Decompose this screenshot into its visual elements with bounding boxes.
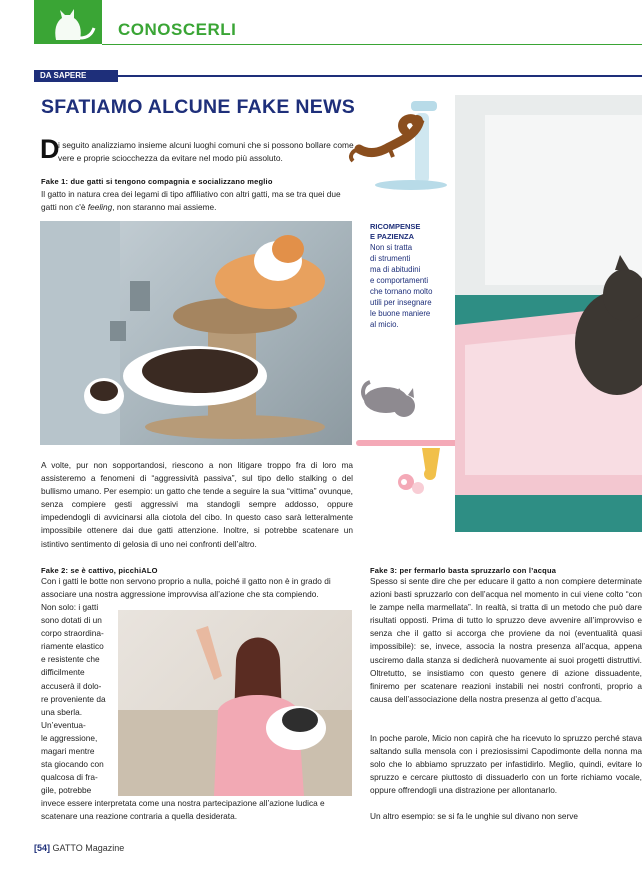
woman-with-cat-photo	[118, 610, 352, 796]
fake1-paragraph-2: A volte, pur non sopportandosi, riescono a non litigare troppo fra di loro ma assisteremo a fenomeni di “aggressività passiva”, sul tipo dello stalking o del bullismo umano. Per esempio: un gatto che tende a seguire la sua “vittima” ovunque, senza compiere gesti aggressivi ma standogli sempre addosso, oppure impedendogli di avvicinarsi alla ciotola del cibo. In questo caso sarà letteralmente impossibile ottenere dai due gatti attenzione. Inoltre, si potrebbe scatenare un istintivo sentimento di gelosia di uno nei confronti dell’altro.	[41, 460, 353, 549]
kitten-litter-box-photo	[455, 95, 642, 532]
sidebox-line: di strumenti	[370, 254, 411, 263]
sidebox-line: ma di abitudini	[370, 265, 421, 274]
sidebox-title-line: RICOMPENSE	[370, 222, 421, 231]
cat-on-shelf-illustration	[356, 378, 460, 498]
article-intro: i seguito analizziamo insieme alcuni luoghi comuni che si possono bollare come vere e proprie sciocchezza da evitare nel modo più assoluto.	[58, 140, 354, 163]
fake2-line: difficilmente	[41, 667, 85, 678]
fake2-line: Un’eventua-	[41, 719, 86, 730]
fake2-paragraph: Con i gatti le botte non servono proprio a nulla, poiché il gatto non è in grado di associare una nostra aggressione improvvisa all’azione che sta compiendo.	[41, 576, 331, 600]
category-tag-bar	[34, 70, 642, 82]
fake2-heading: Fake 2: se è cattivo, picchiALO	[41, 566, 158, 575]
fake2-line: sono dotati di un	[41, 615, 102, 626]
fake2-line: accuserà il dolo-	[41, 680, 102, 691]
fake2-line: magari mentre	[41, 746, 95, 757]
sidebox-line: e comportamenti	[370, 276, 429, 285]
cat-silhouette-icon	[34, 0, 102, 44]
fake2-line: sta giocando con	[41, 759, 104, 770]
page-footer	[34, 843, 124, 853]
sidebox-title-line: E PAZIENZA	[370, 232, 415, 241]
fake2-line: Non solo: i gatti	[41, 602, 99, 612]
cat-on-scratching-post-illustration	[345, 95, 453, 195]
sidebox-line: le buone maniere	[370, 309, 431, 318]
article-title: SFATIAMO ALCUNE FAKE NEWS	[41, 96, 356, 118]
magazine-name: GATTO Magazine	[52, 843, 125, 853]
fake1-paragraph	[41, 188, 353, 214]
fake2-line: corpo straordina-	[41, 628, 104, 639]
fake1-text-b: , non staranno mai assieme.	[112, 202, 217, 213]
two-cats-photo	[40, 221, 352, 445]
sidebox-line: che tornano molto	[370, 287, 433, 296]
fake2-line: riamente elastico	[41, 641, 104, 652]
fake3-paragraph-2: In poche parole, Micio non capirà che ha ricevuto lo spruzzo perché stava saltando sulla mensola con i preziosissimi Capodimonte della nonna ma solo che lo abbiamo spruzzato per infastidirlo. Meglio, quindi, evitare lo spruzzo e cercare piuttosto di dissuaderlo con un forte richiamo vocale, oppure offrendogli una distrazione per allontanarlo.	[370, 733, 642, 796]
category-tag: DA SAPERE	[34, 70, 118, 82]
section-title: CONOSCERLI	[118, 20, 237, 39]
sidebox-title	[370, 222, 420, 242]
sidebox-line: Non si tratta	[370, 243, 413, 252]
fake2-line: qualcosa di fra-	[41, 772, 98, 783]
sidebox-line: al micio.	[370, 320, 399, 329]
fake2-line: una sberla.	[41, 706, 83, 717]
fake3-paragraph-1: Spesso si sente dire che per educare il gatto a non compiere determinate azioni basti spruzzarlo con dell’acqua nel momento in cui viene colto “con le zampe nella marmellata”. In realtà, si tratta di un metodo che può dare risultati opposti. Prima di tutto lo spruzzo deve avvenire all’improvviso e senza che il gatto si accorga che proviene da noi (eventualità quasi impossibile): se, invece, associa la nostra presenza all’acqua, appena usciremo dalla stanza si dedicherà nuovamente ai suoi progetti distruttivi. Oltretutto, se insistiamo con questo genere di azione dissuadente, finiremo per scatenare reazioni instabili nei nostri confronti, proprio a causa dell’associazione della nostra presenza al getto d’acqua.	[370, 576, 642, 704]
fake3-heading: Fake 3: per fermarlo basta spruzzarlo con l’acqua	[370, 566, 557, 575]
fake1-text-em: feeling	[87, 202, 113, 213]
fake2-paragraph-end: invece essere interpretata come una nostra partecipazione all’azione ludica e scatenare una reazione contraria a quella desiderata.	[41, 798, 325, 822]
drop-cap: D	[40, 134, 60, 164]
fake2-wrapped-column	[41, 601, 113, 797]
fake2-line: re proveniente da	[41, 693, 106, 704]
fake3-paragraph-3: Un altro esempio: se si fa le unghie sul divano non serve	[370, 811, 579, 821]
tag-divider	[118, 75, 642, 77]
sidebox-line: utili per insegnare	[370, 298, 432, 307]
fake2-line: le aggressione,	[41, 732, 98, 743]
fake1-heading: Fake 1: due gatti si tengono compagnia e socializzano meglio	[41, 177, 273, 186]
page-number: [54]	[34, 843, 51, 853]
sidebox-body	[370, 242, 460, 330]
fake1-text-a: Il gatto in natura crea dei legami di tipo affiliativo con altri gatti, ma se tra quei due gatti non c'è	[41, 189, 341, 213]
fake2-line: gile, potrebbe	[41, 785, 92, 796]
cat-logo	[34, 0, 102, 44]
header-divider	[102, 44, 642, 45]
fake2-line: e resistente che	[41, 654, 100, 665]
